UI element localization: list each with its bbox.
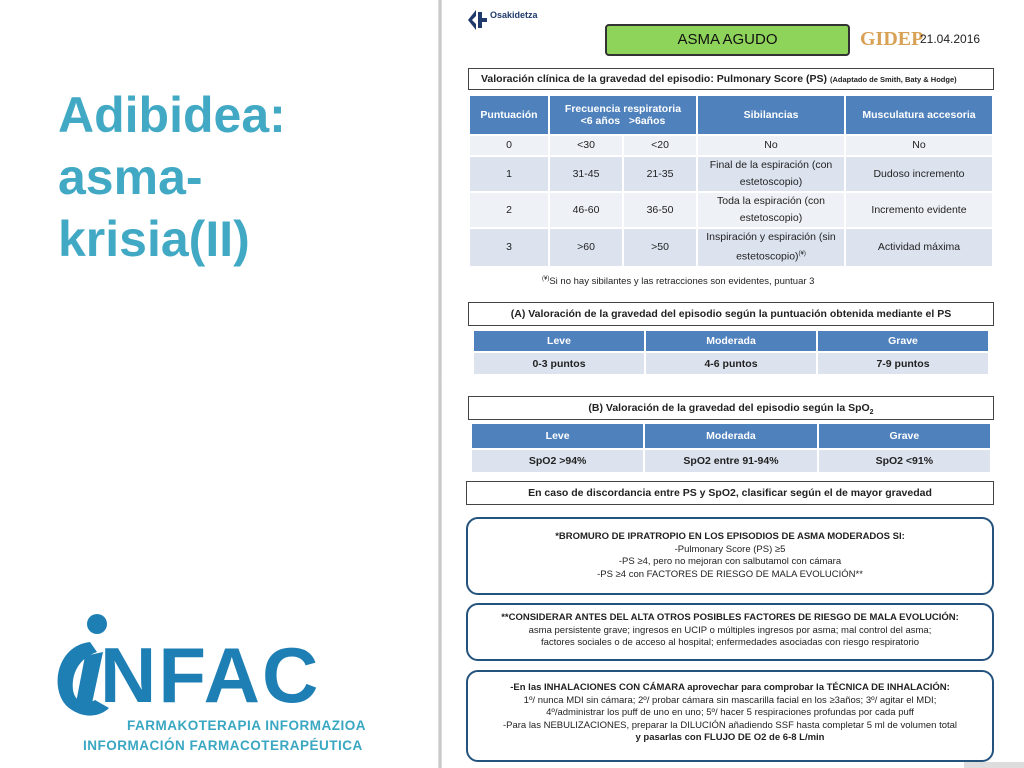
table-cell: >50	[624, 229, 696, 266]
header-text: Frecuencia respiratoria	[564, 103, 682, 115]
ps-header-text: Valoración clínica de la gravedad del episodio: Pulmonary Score (PS)	[481, 73, 828, 85]
table-cell: No	[698, 136, 844, 155]
logo-line-2: INFORMACIÓN FARMACOTERAPÉUTICA	[83, 738, 363, 753]
table-cell: SpO2 entre 91-94%	[645, 450, 816, 472]
table-cell: 0	[470, 136, 548, 155]
table-header: Leve	[474, 331, 644, 351]
slide-title	[58, 84, 438, 270]
doc-date: 21.04.2016	[920, 32, 981, 46]
box-line: -Para las NEBULIZACIONES, preparar la DILUCIÓN añadiendo SSF hasta completar 5 ml de volumen total	[502, 719, 958, 731]
org-name: Osakidetza	[490, 10, 538, 20]
box-line: -En las INHALACIONES CON CÁMARA aprovechar para comprobar la TÉCNICA DE INHALACIÓN:	[510, 682, 950, 693]
table-header: Sibilancias	[698, 96, 844, 134]
table-row	[470, 157, 992, 191]
title-line: asma-	[58, 149, 203, 205]
box-line: factores sociales o de acceso al hospital; enfermedades asociadas con riesgo respiratorio	[540, 637, 920, 648]
page-shadow	[964, 762, 1024, 768]
table-cell: SpO2 >94%	[472, 450, 643, 472]
banner-title: ASMA AGUDO	[605, 24, 850, 56]
inhalation-box	[466, 670, 994, 762]
table-cell: <20	[624, 136, 696, 155]
risk-factors-box	[466, 603, 994, 661]
table-header: Puntuación	[470, 96, 548, 134]
table-cell: Actividad máxima	[846, 229, 992, 266]
table-header	[550, 96, 696, 134]
table-cell: Final de la espiración (con estetoscopio)	[698, 157, 844, 191]
table-cell: 31-45	[550, 157, 622, 191]
ipratropio-box	[466, 517, 994, 595]
box-line: 4º/administrar los puff de uno en uno; 5º/ hacer 5 respiraciones profundas por cada puff	[546, 707, 914, 718]
table-header: Grave	[818, 331, 988, 351]
table-row	[472, 450, 990, 472]
table-cell: Dudoso incremento	[846, 157, 992, 191]
table-cell: 1	[470, 157, 548, 191]
box-title: **CONSIDERAR ANTES DEL ALTA OTROS POSIBLES FACTORES DE RIESGO DE MALA EVOLUCIÓN:	[501, 612, 959, 623]
box-line: -PS ≥4, pero no mejoran con salbutamol con cámara	[618, 556, 842, 567]
infac-logo	[45, 612, 385, 762]
table-cell: No	[846, 136, 992, 155]
table-cell: 7-9 puntos	[818, 353, 988, 374]
ps-header-source: (Adaptado de Smith, Baty & Hodge)	[829, 75, 957, 84]
footnote-mark: (¥)	[798, 251, 806, 257]
box-line: y pasarlas con FLUJO DE O2 de 6-8 L/min	[635, 732, 825, 743]
ps-header	[468, 68, 994, 90]
osakidetza-logo	[466, 8, 538, 37]
table-header: Leve	[472, 424, 643, 448]
table-cell: Toda la espiración (con estetoscopio)	[698, 193, 844, 227]
table-header: Moderada	[645, 424, 816, 448]
table-header: Musculatura accesoria	[846, 96, 992, 134]
table-cell: 4-6 puntos	[646, 353, 816, 374]
table-row	[470, 229, 992, 266]
table-cell: 21-35	[624, 157, 696, 191]
section-a-title: (A) Valoración de la gravedad del episodio según la puntuación obtenida mediante el PS	[468, 302, 994, 326]
table-cell: 3	[470, 229, 548, 266]
table-cell: 0-3 puntos	[474, 353, 644, 374]
gidep-logo: GIDEP	[860, 28, 924, 50]
table-cell: 46-60	[550, 193, 622, 227]
title-line: Adibidea:	[58, 87, 286, 143]
box-line: -Pulmonary Score (PS) ≥5	[674, 543, 786, 555]
pulmonary-score-table	[468, 94, 994, 268]
osakidetza-icon	[466, 8, 488, 32]
header-sub: <6 años >6años	[580, 115, 666, 127]
table-row	[470, 136, 992, 155]
table-row	[474, 353, 988, 374]
box-line: asma persistente grave; ingresos en UCIP o múltiples ingresos por asma; mal control del asma;	[528, 624, 932, 636]
table-cell: Inspiración y espiración (sin estetoscopio)(¥)	[698, 229, 844, 266]
table-cell: <30	[550, 136, 622, 155]
discordance-note: En caso de discordancia entre PS y SpO2, clasificar según el de mayor gravedad	[466, 481, 994, 505]
document-page	[442, 0, 1024, 768]
table-cell: 36-50	[624, 193, 696, 227]
section-b-title: (B) Valoración de la gravedad del episodio según la SpO$_2$	[468, 396, 994, 420]
table-cell: >60	[550, 229, 622, 266]
section-a-table	[472, 329, 990, 376]
ps-footnote: (¥)Si no hay sibilantes y las retracciones son evidentes, puntuar 3	[542, 276, 815, 288]
table-cell: SpO2 <91%	[819, 450, 990, 472]
section-b-table	[470, 422, 992, 474]
box-line: 1º/ nunca MDI sin cámara; 2º/ probar cámara sin mascarilla facial en los ≥3años; 3º/ agitar el MDI;	[523, 694, 937, 706]
table-header: Grave	[819, 424, 990, 448]
title-line: krisia(II)	[58, 211, 250, 267]
table-row	[470, 193, 992, 227]
box-title: *BROMURO DE IPRATROPIO EN LOS EPISODIOS DE ASMA MODERADOS SI:	[555, 531, 905, 542]
table-cell: Incremento evidente	[846, 193, 992, 227]
table-header: Moderada	[646, 331, 816, 351]
table-cell: 2	[470, 193, 548, 227]
left-panel	[0, 0, 440, 768]
logo-line-1: FARMAKOTERAPIA INFORMAZIOA	[127, 718, 366, 733]
logo-brand: NFAC	[100, 631, 321, 719]
box-line: -PS ≥4 con FACTORES DE RIESGO DE MALA EVOLUCIÓN**	[597, 568, 863, 580]
